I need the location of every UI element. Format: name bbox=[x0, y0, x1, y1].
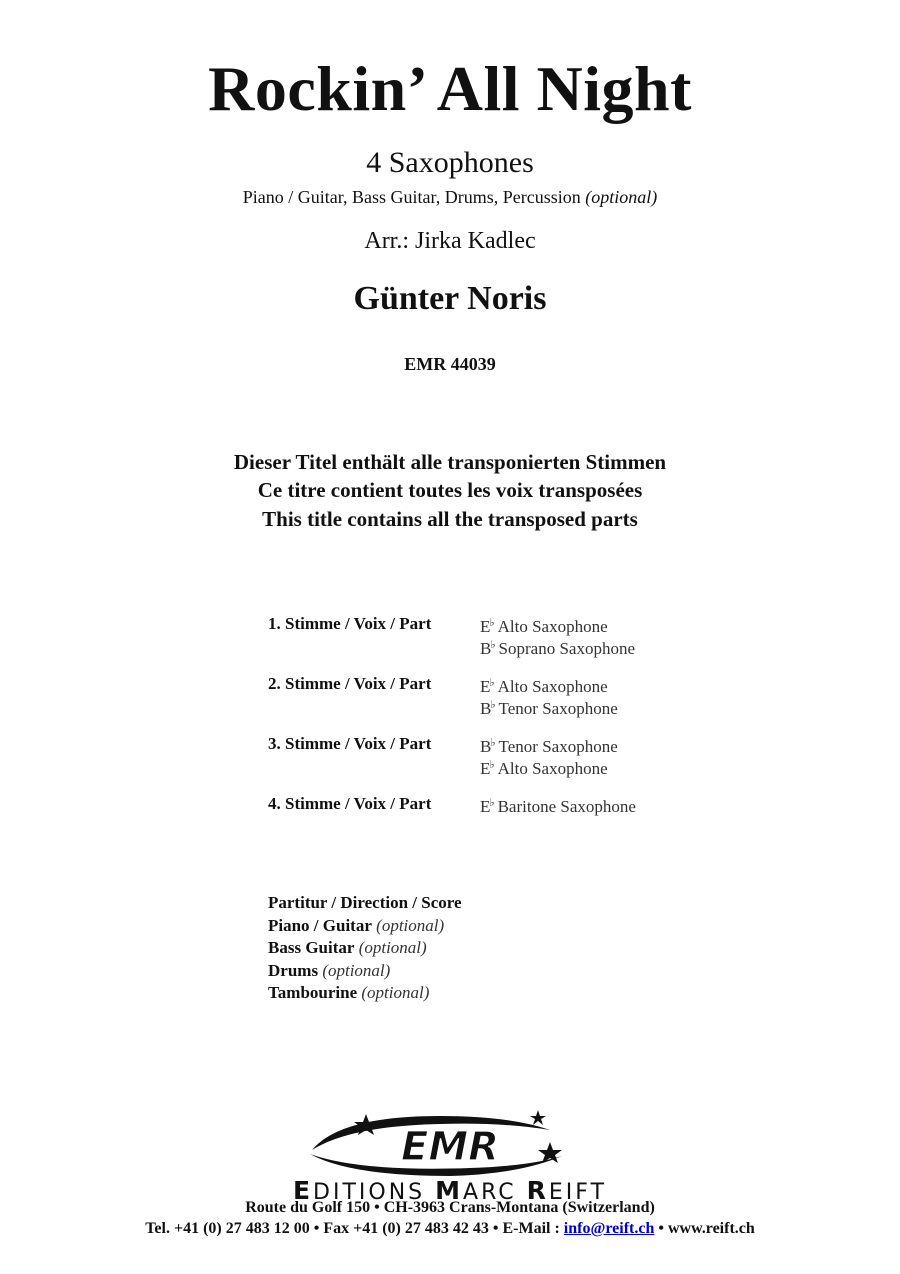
part-label: 3. Stimme / Voix / Part bbox=[268, 734, 432, 753]
part-instrument: E♭ Alto Saxophone bbox=[480, 677, 608, 696]
notice-french: Ce titre contient toutes les voix transposées bbox=[257, 478, 643, 502]
notice-german: Dieser Titel enthält alle transponierten Stimmen bbox=[233, 450, 667, 474]
emr-logo-icon bbox=[300, 1110, 600, 1176]
part-label: 4. Stimme / Voix / Part bbox=[268, 794, 432, 813]
list-item: Piano / Guitar (optional) bbox=[268, 915, 445, 935]
logo-text: EMR bbox=[401, 1124, 499, 1170]
part-instrument: B♭ Tenor Saxophone bbox=[480, 737, 618, 756]
publisher-name: EDITIONS MARC REIFT bbox=[292, 1176, 608, 1205]
part-instruments bbox=[480, 734, 618, 778]
flat-icon: ♭ bbox=[489, 617, 495, 629]
email-link[interactable]: info@reift.ch bbox=[563, 1220, 655, 1237]
part-instrument: E♭ Alto Saxophone bbox=[480, 759, 608, 778]
notice-english: This title contains all the transposed parts bbox=[262, 507, 638, 531]
contact-phone-fax: Tel. +41 (0) 27 483 12 00 • Fax +41 (0) 27 483 42 43 • E-Mail : bbox=[145, 1220, 564, 1237]
part-row bbox=[268, 614, 788, 658]
part-instrument: B♭ Soprano Saxophone bbox=[480, 639, 636, 658]
arranger: Arr.: Jirka Kadlec bbox=[364, 228, 536, 254]
flat-icon: ♭ bbox=[490, 699, 496, 711]
part-row bbox=[268, 794, 788, 816]
parts-list bbox=[268, 614, 788, 832]
list-item: Drums (optional) bbox=[268, 960, 391, 980]
instrumentation-list: Piano / Guitar, Bass Guitar, Drums, Percussion bbox=[242, 187, 581, 207]
ensemble-subtitle: 4 Saxophones bbox=[366, 146, 534, 179]
additional-parts bbox=[268, 892, 668, 1005]
publisher-address: Route du Golf 150 • CH-3963 Crans-Montana (Switzerland) bbox=[245, 1199, 655, 1216]
instrumentation-line bbox=[0, 187, 900, 208]
score-title: Rockin’ All Night bbox=[208, 53, 692, 124]
flat-icon: ♭ bbox=[490, 737, 496, 749]
part-row bbox=[268, 674, 788, 718]
flat-icon: ♭ bbox=[490, 639, 496, 651]
composer: Günter Noris bbox=[353, 280, 547, 317]
part-instrument: E♭ Baritone Saxophone bbox=[480, 797, 636, 816]
website: • www.reift.ch bbox=[654, 1220, 755, 1237]
flat-icon: ♭ bbox=[489, 797, 495, 809]
instrumentation-optional: (optional) bbox=[585, 187, 658, 207]
list-item: Tambourine (optional) bbox=[268, 983, 430, 1002]
part-instruments bbox=[480, 794, 636, 816]
part-instrument: B♭ Tenor Saxophone bbox=[480, 699, 618, 718]
catalog-number: EMR 44039 bbox=[404, 354, 496, 374]
part-row bbox=[268, 734, 788, 778]
part-label: 1. Stimme / Voix / Part bbox=[268, 614, 432, 633]
part-instruments bbox=[480, 614, 635, 658]
list-item: Bass Guitar (optional) bbox=[268, 938, 427, 957]
flat-icon: ♭ bbox=[489, 759, 495, 771]
publisher-contact bbox=[0, 1220, 900, 1238]
list-item: Partitur / Direction / Score bbox=[268, 893, 462, 912]
part-label: 2. Stimme / Voix / Part bbox=[268, 674, 432, 693]
flat-icon: ♭ bbox=[489, 677, 495, 689]
part-instrument: E♭ Alto Saxophone bbox=[480, 617, 608, 636]
part-instruments bbox=[480, 674, 618, 718]
